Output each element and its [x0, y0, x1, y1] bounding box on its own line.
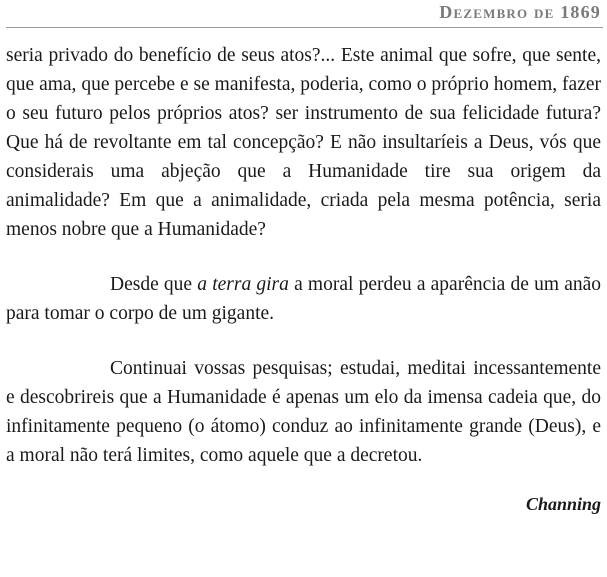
paragraph-3: Continuai vossas pesquisas; estudai, meditai incessantemente e descobrireis que a Humanidade é apenas um elo da imensa cadeia que, do infinitamente pequeno (o átomo) conduz ao infinitamente grande (Deus), e a moral não terá limites, como aquele que a decretou. [6, 358, 601, 466]
paragraph-2-end: a moral perdeu a aparência de um anão para tomar o corpo de um gigante. [6, 274, 602, 324]
paragraph-2-emphasis: a terra gira [197, 274, 289, 295]
author-signature: Channing [525, 494, 601, 514]
page-body [6, 41, 601, 519]
paragraph-2-start: Desde que [110, 274, 193, 295]
paragraph-1: seria privado do benefício de seus atos?... Este animal que sofre, que sente, que ama, que percebe e se manifesta, poderia, como o próprio homem, fazer o seu futuro pelos próprios atos? ser instrumento de sua felicidade futura? Que há de revoltante em tal concepção? E não insultaríeis a Deus, vós que considerais uma abjeção que a Humanidade tire sua origem da animalidade? Em que a animalidade, criada pela mesma potência, seria menos nobre que a Humanidade? [6, 45, 601, 240]
paragraph-2 [6, 270, 601, 328]
running-header: Dezembro de 1869 [439, 2, 601, 22]
header-divider [6, 27, 603, 28]
